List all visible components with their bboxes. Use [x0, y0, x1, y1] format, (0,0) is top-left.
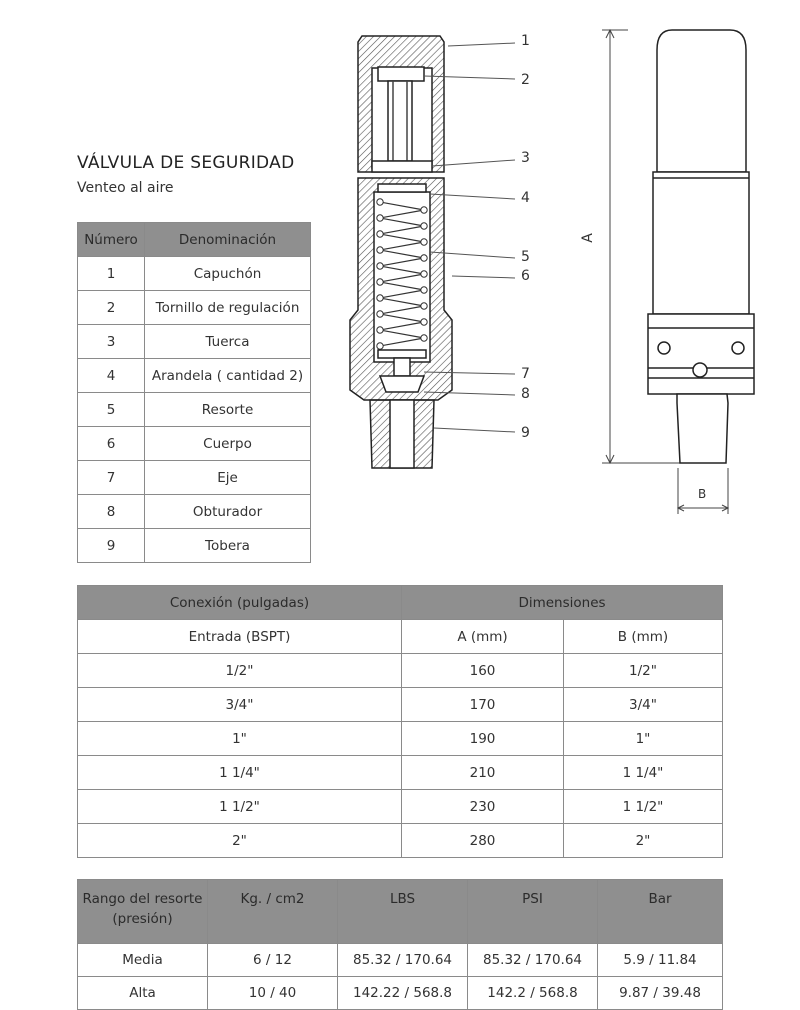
obturator: [380, 376, 424, 392]
part-name: Obturador: [145, 495, 311, 529]
part-number: 7: [78, 461, 145, 495]
cell-lbs: 142.22 / 568.8: [338, 977, 468, 1010]
callout-9: 9: [521, 425, 530, 441]
cell-kg: 6 / 12: [208, 944, 338, 977]
screw-head: [378, 67, 424, 81]
cell-rango: Media: [78, 944, 208, 977]
exterior-nozzle: [677, 394, 728, 463]
washer-top: [378, 184, 426, 192]
part-name: Tobera: [145, 529, 311, 563]
page-subtitle: Venteo al aire: [77, 180, 174, 196]
part-number: 6: [78, 427, 145, 461]
conn-group-header-row: [78, 586, 723, 620]
table-row: [78, 495, 311, 529]
col-bar: Bar: [598, 880, 723, 944]
part-name: Capuchón: [145, 257, 311, 291]
part-number: 8: [78, 495, 145, 529]
cell-b: 2": [564, 824, 723, 858]
cell-bar: 9.87 / 39.48: [598, 977, 723, 1010]
cell-a: 160: [402, 654, 564, 688]
table-row: [78, 790, 723, 824]
cell-psi: 142.2 / 568.8: [468, 977, 598, 1010]
table-row: [78, 722, 723, 756]
col-conexion: Conexión (pulgadas): [78, 586, 402, 620]
table-row: [78, 756, 723, 790]
stem: [394, 358, 410, 376]
part-name: Resorte: [145, 393, 311, 427]
cell-a: 210: [402, 756, 564, 790]
valve-section-drawing: [340, 20, 570, 520]
cell-entrada: 2": [78, 824, 402, 858]
part-number: 5: [78, 393, 145, 427]
part-number: 1: [78, 257, 145, 291]
cell-bar: 5.9 / 11.84: [598, 944, 723, 977]
col-psi: PSI: [468, 880, 598, 944]
cell-a: 280: [402, 824, 564, 858]
spring-range-table: [77, 879, 723, 1010]
callout-2: 2: [521, 72, 530, 88]
table-row: [78, 291, 311, 325]
exterior-cap: [657, 30, 746, 172]
table-row: [78, 977, 723, 1010]
cell-b: 1 1/4": [564, 756, 723, 790]
table-row: [78, 688, 723, 722]
part-name: Tornillo de regulación: [145, 291, 311, 325]
part-number: 3: [78, 325, 145, 359]
table-row: [78, 257, 311, 291]
dim-a-label: A: [579, 233, 596, 243]
callout-6: 6: [521, 268, 530, 284]
cell-entrada: 1 1/2": [78, 790, 402, 824]
col-dimensiones: Dimensiones: [402, 586, 723, 620]
callout-1: 1: [521, 33, 530, 49]
cell-kg: 10 / 40: [208, 977, 338, 1010]
col-lbs: LBS: [338, 880, 468, 944]
part-name: Cuerpo: [145, 427, 311, 461]
callout-3: 3: [521, 150, 530, 166]
cell-entrada: 1": [78, 722, 402, 756]
table-row: [78, 461, 311, 495]
table-row: [78, 325, 311, 359]
screw-shank: [388, 81, 412, 161]
dim-b-label: B: [698, 487, 707, 501]
table-row: [78, 427, 311, 461]
page-title: VÁLVULA DE SEGURIDAD: [77, 153, 295, 173]
cell-b: 1/2": [564, 654, 723, 688]
part-name: Arandela ( cantidad 2): [145, 359, 311, 393]
cell-a: 230: [402, 790, 564, 824]
cell-b: 3/4": [564, 688, 723, 722]
nut: [372, 161, 432, 172]
col-entrada: Entrada (BSPT): [78, 620, 402, 654]
callout-5: 5: [521, 249, 530, 265]
table-row: [78, 529, 311, 563]
table-row: [78, 824, 723, 858]
cell-psi: 85.32 / 170.64: [468, 944, 598, 977]
part-number: 4: [78, 359, 145, 393]
exterior-body: [653, 172, 749, 314]
conn-subheader-row: [78, 620, 723, 654]
col-b-mm: B (mm): [564, 620, 723, 654]
connection-table: [77, 585, 723, 858]
cell-b: 1": [564, 722, 723, 756]
table-row: [78, 393, 311, 427]
col-kg-cm2: Kg. / cm2: [208, 880, 338, 944]
cell-a: 190: [402, 722, 564, 756]
table-row: [78, 359, 311, 393]
part-number: 2: [78, 291, 145, 325]
callout-4: 4: [521, 190, 530, 206]
washer-bottom: [378, 350, 426, 358]
callout-7: 7: [521, 366, 530, 382]
part-name: Tuerca: [145, 325, 311, 359]
callout-8: 8: [521, 386, 530, 402]
cell-lbs: 85.32 / 170.64: [338, 944, 468, 977]
parts-header-row: [78, 223, 311, 257]
cell-entrada: 1 1/4": [78, 756, 402, 790]
parts-table: [77, 222, 311, 563]
table-row: [78, 944, 723, 977]
range-header-row: [78, 880, 723, 944]
col-numero: Número: [78, 223, 145, 257]
cell-b: 1 1/2": [564, 790, 723, 824]
cell-a: 170: [402, 688, 564, 722]
col-a-mm: A (mm): [402, 620, 564, 654]
table-row: [78, 654, 723, 688]
col-denominacion: Denominación: [145, 223, 311, 257]
valve-exterior-drawing: [580, 20, 770, 520]
part-name: Eje: [145, 461, 311, 495]
cell-rango: Alta: [78, 977, 208, 1010]
cell-entrada: 3/4": [78, 688, 402, 722]
cell-entrada: 1/2": [78, 654, 402, 688]
col-rango: Rango del resorte (presión): [78, 880, 208, 944]
part-number: 9: [78, 529, 145, 563]
